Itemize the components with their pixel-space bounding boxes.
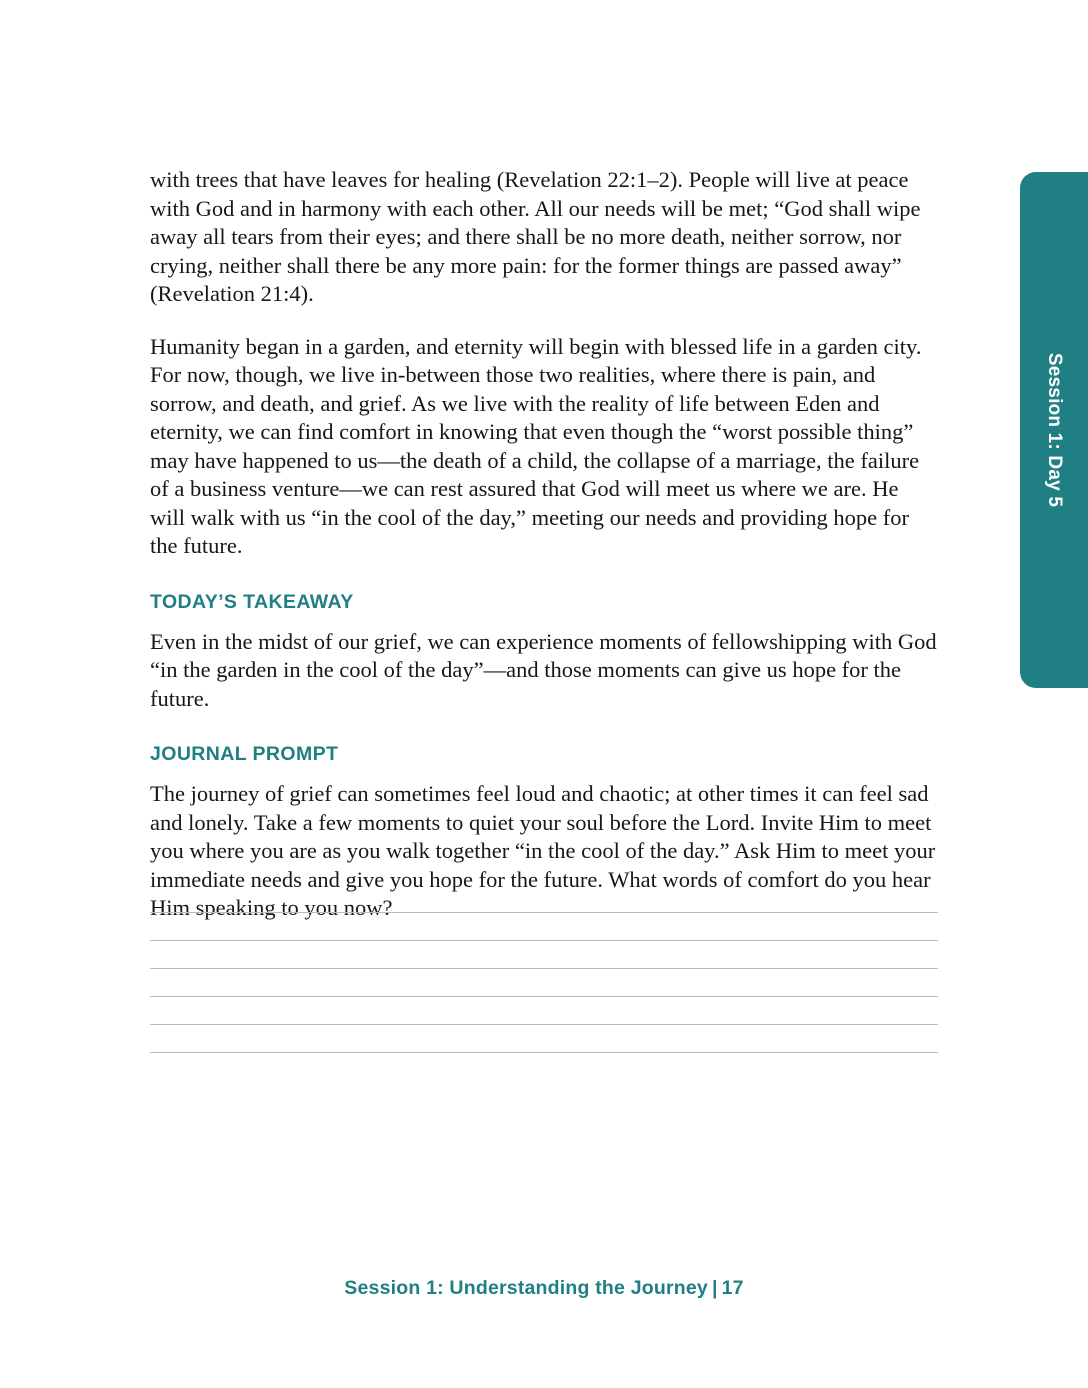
writing-line[interactable] (150, 1024, 938, 1025)
journal-prompt-heading: JOURNAL PROMPT (150, 743, 339, 765)
todays-takeaway-text: Even in the midst of our grief, we can experience moments of fellowshipping with God “in the garden in the cool of the day”—and those moments can give us hope for the future. (150, 628, 937, 711)
page-content (150, 166, 938, 923)
footer-page-number: 17 (721, 1277, 744, 1299)
writing-line[interactable] (150, 940, 938, 941)
footer-session-title: Session 1: Understanding the Journey (344, 1277, 708, 1299)
session-day-tab (1020, 172, 1088, 688)
session-day-tab-label: Session 1: Day 5 (1044, 352, 1065, 508)
writing-line[interactable] (150, 996, 938, 997)
writing-line[interactable] (150, 912, 938, 913)
footer-separator: | (711, 1277, 718, 1299)
writing-line[interactable] (150, 1052, 938, 1053)
body-paragraph-1: with trees that have leaves for healing (Revelation 22:1–2). People will live at peace with God and in harmony with each other. All our needs will be met; “God shall wipe away all tears from their eyes; and there shall be no more death, neither sorrow, nor crying, neither shall there be any more pain: for the former things are passed away” (Revelation 21:4). (150, 167, 921, 306)
journal-prompt-section (150, 743, 938, 923)
page-footer (0, 1277, 1088, 1300)
todays-takeaway-section (150, 591, 938, 714)
body-paragraph-2: Humanity began in a garden, and eternity will begin with blessed life in a garden city. For now, though, we live in-between those two realities, where there is pain, and sorrow, and death, and grief. As we live with the reality of life between Eden and eternity, we can find comfort in knowing that even though the “worst possible thing” may have happened to us—the death of a child, the collapse of a marriage, the failure of a business venture—we can rest assured that God will meet us where we are. He will walk with us “in the cool of the day,” meeting our needs and providing hope for the future. (150, 333, 922, 558)
todays-takeaway-heading: TODAY’S TAKEAWAY (150, 590, 354, 613)
journal-prompt-text: The journey of grief can sometimes feel loud and chaotic; at other times it can feel sad and lonely. Take a few moments to quiet your soul before the Lord. Invite Him to meet you where you are as you walk together “in the cool of the day.” Ask Him to meet your immediate needs and give you hope for the future. What words of comfort do you hear Him speaking to you now? (150, 781, 936, 920)
writing-line[interactable] (150, 968, 938, 969)
journal-writing-lines[interactable] (150, 912, 938, 1053)
